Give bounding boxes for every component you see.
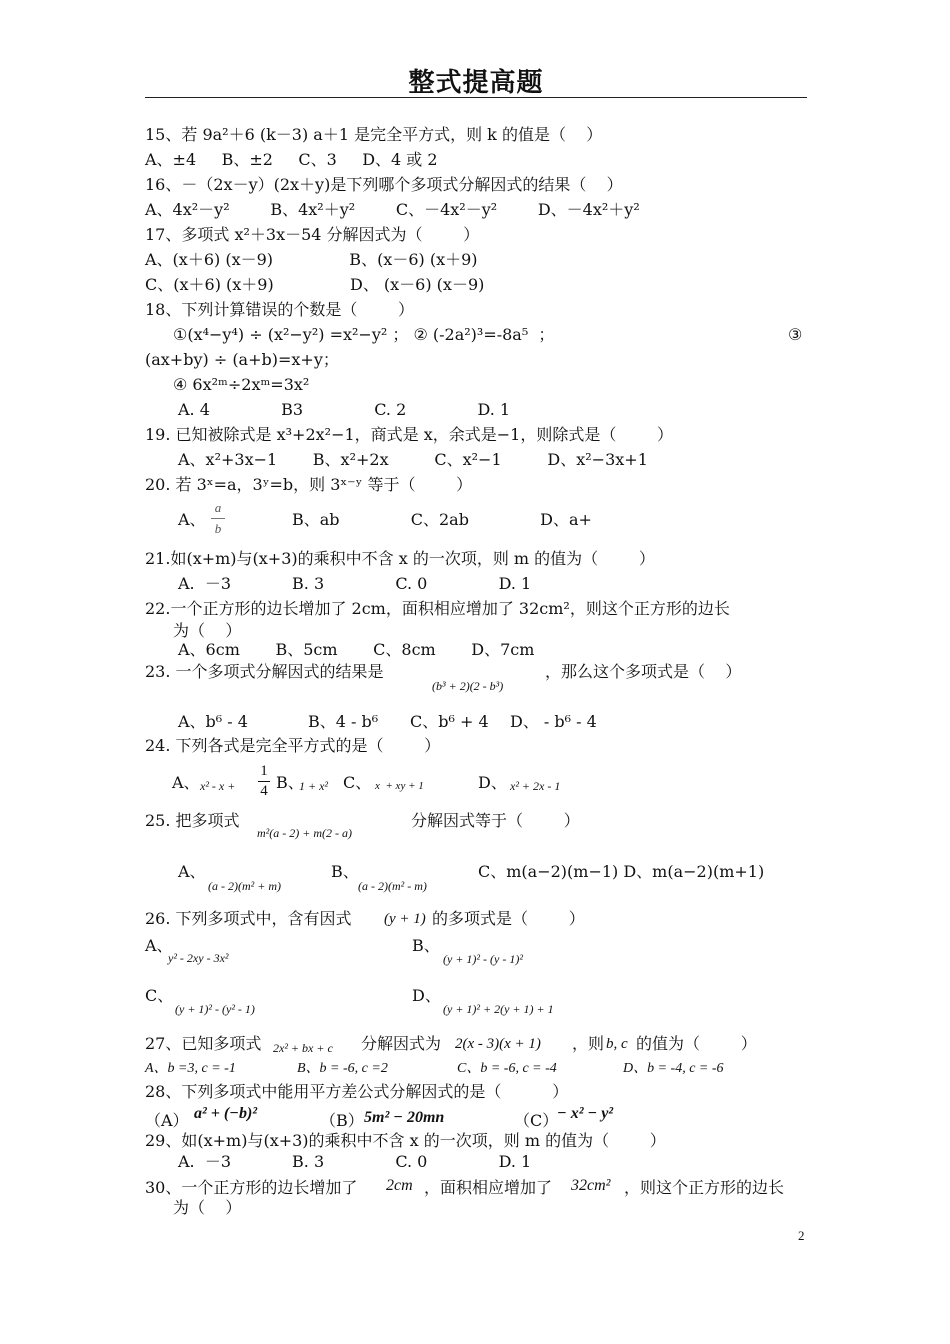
fraction-numerator: a [214, 500, 222, 515]
question-22-continued: 为（ ） [173, 621, 242, 640]
question-27-bc: b, c [606, 1036, 628, 1052]
fraction-bar [258, 781, 270, 782]
question-26-option-c-label: C、 [145, 986, 174, 1005]
question-20-option-a-label: A、 [178, 510, 206, 529]
question-27-middle: 分解因式为 [361, 1034, 442, 1053]
question-25-option-a-label: A、 [178, 862, 206, 881]
question-28-option-b-expr: 5m² − 20mn [364, 1109, 445, 1126]
question-17: 17、多项式 x²＋3x－54 分解因式为（ ） [145, 225, 480, 244]
question-18: 18、下列计算错误的个数是（ ） [145, 300, 415, 319]
question-27-option-d: D、b = -4, c = -6 [623, 1061, 724, 1076]
fraction-bar [211, 518, 225, 519]
question-24-option-b-label: B、 [276, 773, 304, 792]
question-28: 28、下列多项式中能用平方差公式分解因式的是（ ） [145, 1082, 569, 1101]
question-25-tail: 分解因式等于（ ） [411, 811, 580, 830]
question-23-option-b: B、4 - b⁶ [308, 712, 379, 731]
question-24-option-d-label: D、 [478, 773, 507, 792]
question-26-option-d-label: D、 [412, 986, 441, 1005]
question-23-tail: ，那么这个多项式是（ ） [545, 662, 742, 681]
question-23: 23. 一个多项式分解因式的结果是 [145, 662, 384, 681]
question-25-option-a-expr: (a - 2)(m² + m) [208, 879, 282, 893]
question-29: 29、如(x+m)与(x+3)的乘积中不含 x 的一次项，则 m 的值为（ ） [145, 1131, 666, 1150]
question-27-factored: 2(x - 3)(x + 1) [455, 1036, 541, 1052]
question-25-option-b-label: B、 [331, 862, 359, 881]
question-20: 20. 若 3ˣ=a，3ʸ=b，则 3ˣ⁻ʸ 等于（ ） [145, 475, 473, 494]
question-19-options: A、x²+3x−1 B、x²+2x C、x²−1 D、x²−3x+1 [178, 450, 648, 469]
question-24-option-c-label: C、 [343, 773, 372, 792]
question-21-options: A. －3 B. 3 C. 0 D. 1 [178, 574, 532, 593]
title-underline [145, 97, 807, 98]
question-21: 21.如(x+m)与(x+3)的乘积中不含 x 的一次项，则 m 的值为（ ） [145, 549, 655, 568]
question-22-options: A、6cm B、5cm C、8cm D、7cm [178, 640, 535, 659]
question-30-middle: ，面积相应增加了 [424, 1178, 553, 1197]
question-27: 27、已知多项式 [145, 1034, 262, 1053]
question-26-option-b-label: B、 [412, 936, 440, 955]
question-24-option-a-label: A、 [172, 773, 200, 792]
question-19: 19. 已知被除式是 x³+2x²−1，商式是 x，余式是−1，则除式是（ ） [145, 425, 674, 444]
question-26-tail: 的多项式是（ ） [432, 909, 585, 928]
question-28-option-a-label: （A） [145, 1111, 189, 1130]
question-24: 24. 下列各式是完全平方式的是（ ） [145, 736, 441, 755]
question-30-value-2cm: 2cm [386, 1177, 413, 1194]
question-26-factor: (y + 1) [384, 911, 426, 927]
question-20-options-bcd: B、ab C、2ab D、a+ [292, 510, 592, 529]
question-15: 15、若 9a²＋6 (k－3) a＋1 是完全平方式，则 k 的值是（ ） [145, 125, 603, 144]
question-17-options-cd: C、(x＋6) (x＋9) D、 (x－6) (x－9) [145, 275, 485, 294]
question-27-polynomial: 2x² + bx + c [273, 1041, 333, 1055]
question-25-options-cd: C、m(a−2)(m−1) D、m(a−2)(m+1) [478, 862, 765, 881]
question-28-option-c-label: （C） [514, 1111, 559, 1130]
question-26-option-d-expr: (y + 1)² + 2(y + 1) + 1 [443, 1002, 554, 1016]
question-23-option-c: C、b⁶ + 4 [410, 712, 489, 731]
question-28-option-a-expr: a² + (−b)² [194, 1105, 258, 1122]
question-29-options: A. －3 B. 3 C. 0 D. 1 [178, 1152, 532, 1171]
question-18-options: A. 4 B3 C. 2 D. 1 [178, 400, 511, 419]
question-27-tail: 的值为（ ） [636, 1034, 757, 1053]
question-16: 16、－（2x－y）(2x＋y)是下列哪个多项式分解因式的结果（ ） [145, 175, 623, 194]
question-26-option-c-expr: (y + 1)² - (y² - 1) [175, 1002, 255, 1016]
question-26-option-b-expr: (y + 1)² - (y - 1)² [443, 952, 523, 966]
question-18-item-4: ④ 6x²ᵐ÷2xᵐ=3x² [173, 375, 310, 394]
question-26: 26. 下列多项式中，含有因式 [145, 909, 352, 928]
question-23-expression: (b³ + 2)(2 - b³) [432, 679, 504, 693]
question-25-option-b-expr: (a - 2)(m² - m) [358, 879, 427, 893]
question-28-option-b-label: （B） [320, 1111, 364, 1130]
question-27-then: ，则 [572, 1034, 605, 1053]
question-15-options: A、±4 B、±2 C、3 D、4 或 2 [145, 150, 438, 169]
question-27-option-b: B、b = -6, c =2 [297, 1061, 388, 1076]
question-30-tail: ，则这个正方形的边长 [624, 1178, 785, 1197]
question-18-item-3: (ax+by) ÷ (a+b)=x+y； [145, 350, 339, 369]
question-16-options: A、4x²－y² B、4x²＋y² C、－4x²－y² D、－4x²＋y² [145, 200, 640, 219]
question-26-option-a-label: A、 [145, 936, 173, 955]
question-22: 22.一个正方形的边长增加了 2cm，面积相应增加了 32cm²，则这个正方形的边长 [145, 599, 730, 618]
question-25: 25. 把多项式 [145, 811, 240, 830]
question-18-item-3-marker: ③ [788, 325, 803, 344]
question-24-option-c-expr: x + xy + 1 [375, 780, 424, 792]
page-title: 整式提高题 [408, 68, 544, 98]
question-30-value-32cm2: 32cm² [571, 1177, 611, 1194]
page-number: 2 [798, 1228, 805, 1243]
fraction-denominator: b [214, 521, 222, 536]
question-25-expression: m²(a - 2) + m(2 - a) [257, 826, 353, 840]
fraction-a-over-b [211, 500, 225, 537]
question-30-continued: 为（ ） [173, 1198, 242, 1217]
question-27-option-c: C、b = -6, c = -4 [457, 1061, 557, 1076]
fraction-denominator: 4 [260, 783, 268, 799]
question-24-option-d-expr: x² + 2x - 1 [510, 779, 561, 793]
question-24-option-a-expr: x² - x + [200, 779, 236, 793]
question-26-option-a-expr: y² - 2xy - 3x² [168, 951, 229, 965]
question-24-option-b-expr: 1 + x² [299, 779, 329, 793]
fraction-numerator: 1 [260, 763, 268, 779]
question-28-option-c-expr: − x² − y² [557, 1105, 614, 1122]
question-18-items-1-2: ①(x⁴−y⁴) ÷ (x²−y²) =x²−y² ； ② (-2a²)³=-8a⁵ ； [173, 325, 555, 344]
fraction-one-quarter [258, 763, 270, 800]
question-27-option-a: A、b =3, c = -1 [145, 1061, 236, 1076]
question-23-option-a: A、b⁶ - 4 [178, 712, 248, 731]
question-30: 30、一个正方形的边长增加了 [145, 1178, 358, 1197]
question-17-options-ab: A、(x＋6) (x－9) B、(x－6) (x＋9) [145, 250, 478, 269]
question-23-option-d: D、 - b⁶ - 4 [510, 712, 597, 731]
